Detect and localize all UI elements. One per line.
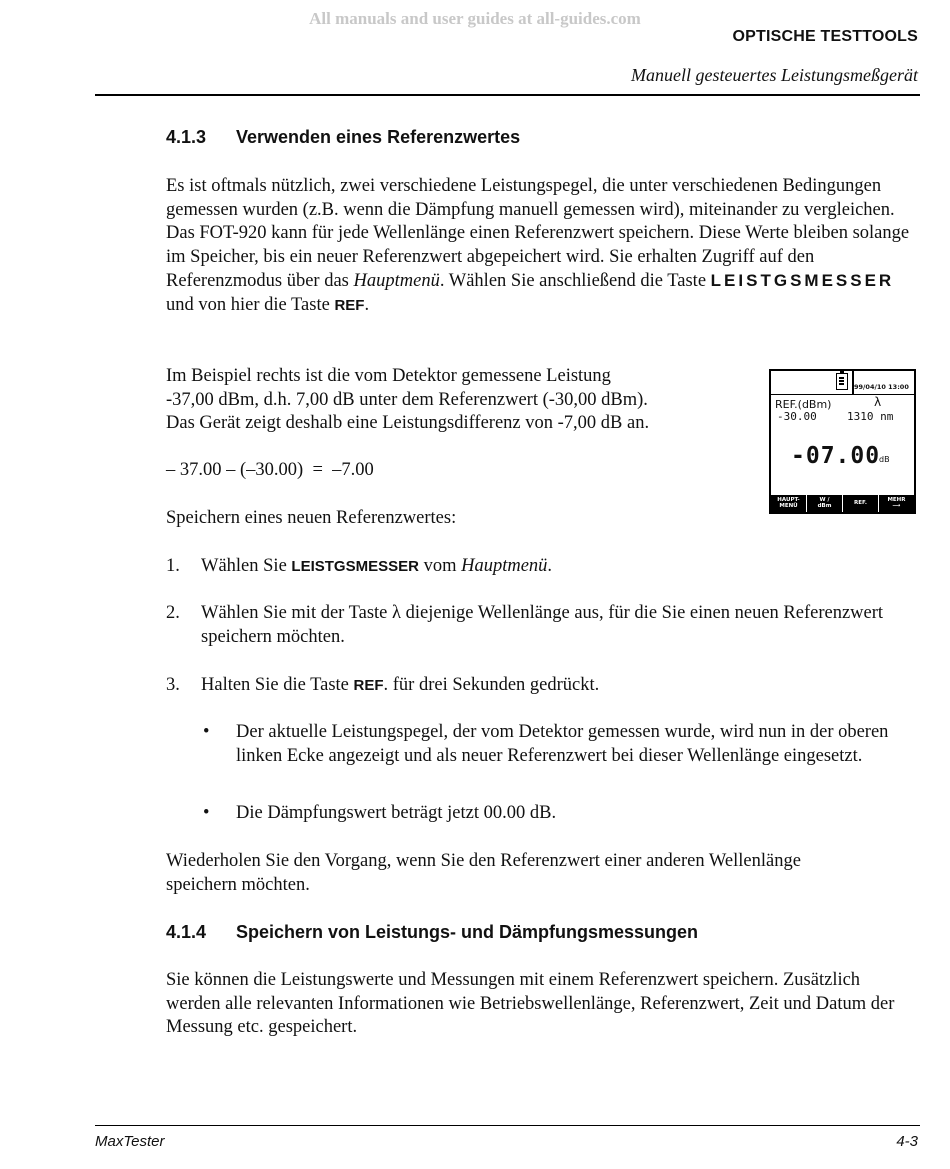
- example-line: Im Beispiel rechts ist die vom Detektor gemessene Leistung: [166, 366, 611, 386]
- section-heading-4-1-4: [166, 922, 698, 943]
- key-name: REF: [334, 296, 365, 314]
- device-date: 99/04/10 13:00: [854, 383, 909, 391]
- footer-rule: [95, 1125, 920, 1126]
- example-line: Das Gerät zeigt deshalb eine Leistungsdifferenz von -7,00 dB an.: [166, 413, 650, 433]
- ref-value: -30.00: [777, 410, 817, 423]
- intro-paragraph: [166, 175, 916, 317]
- bullet-text: Der aktuelle Leistungspegel, der vom Detektor gemessen wurde, wird nun in der oberen linken Ecke angezeigt und als neuer Referenzwert bei dieser Wellenlänge eingesetzt.: [236, 722, 889, 766]
- footer-product: MaxTester: [95, 1133, 165, 1150]
- repeat-paragraph: Wiederholen Sie den Vorgang, wenn Sie den Referenzwert einer anderen Wellenlänge speichern möchten.: [166, 851, 801, 895]
- example-paragraph: [166, 365, 756, 436]
- key-name: LEISTGSMESSER: [710, 271, 895, 290]
- battery-icon: [836, 373, 848, 390]
- bullet-icon: •: [203, 803, 210, 823]
- text-run: Es ist oftmals nützlich, zwei verschiedene Leistungspegel, die unter verschiedenen Bedingungen gemessen wurden (z.B. wenn die Dämpfung manuell gemessen wird), miteinander zu vergleichen. Das FOT-920 kann für jede Wellenlänge einen Referenzwert speichern. Diese Werte bleiben solange im Speicher, bis ein neuer Referenzwert abgepeichert wird. Sie erhalten Zugriff auf den Referenzmodus über das: [166, 176, 910, 291]
- section-number: 4.1.3: [166, 127, 207, 147]
- text-run: . für drei Sekunden gedrückt.: [383, 675, 600, 695]
- storage-paragraph: Sie können die Leistungswerte und Messungen mit einem Referenzwert speichern. Zusätzlich werden alle relevanten Informationen wie Betriebswellenlänge, Referenzwert, Zeit und Datum der Messung etc. gespeichert.: [166, 970, 895, 1037]
- softkey-hauptmenu[interactable]: [771, 495, 807, 512]
- softkey-label: MEHR: [887, 497, 906, 503]
- text-run: und von hier die Taste: [166, 294, 335, 315]
- arrow-right-icon: ⟶: [892, 503, 901, 509]
- text-run: .: [364, 294, 370, 315]
- text-run: .: [547, 556, 553, 576]
- text-run: Wählen Sie: [201, 556, 292, 576]
- softkey-w-dbm[interactable]: [807, 495, 843, 512]
- list-text: [201, 555, 921, 579]
- key-name: LEISTGSMESSER: [291, 558, 419, 575]
- softkey-label: W /: [819, 497, 830, 503]
- ref-label: REF.(dBm): [775, 398, 832, 411]
- reading: -07.00: [791, 443, 881, 469]
- example-line: -37,00 dBm, d.h. 7,00 dB unter dem Referenzwert (-30,00 dBm).: [166, 389, 648, 410]
- list-number: 3.: [166, 675, 180, 695]
- text-run: . Wählen Sie anschließend die Taste: [439, 271, 711, 291]
- section-title: Speichern von Leistungs- und Dämpfungsmessungen: [236, 922, 699, 942]
- wavelength: 1310 nm: [847, 410, 894, 423]
- softkey-mehr[interactable]: [879, 495, 914, 512]
- page-number: 4-3: [896, 1133, 918, 1150]
- softkey-ref[interactable]: [843, 495, 879, 512]
- softkey-label: HAUPT-: [777, 497, 800, 503]
- softkey-label: MENÜ: [779, 503, 798, 509]
- reading-unit: dB: [879, 455, 890, 464]
- lambda-icon: λ: [874, 395, 882, 409]
- section-number: 4.1.4: [166, 922, 207, 942]
- list-number: 1.: [166, 556, 180, 576]
- softkey-label: dBm: [817, 503, 832, 509]
- device-display: [769, 369, 916, 514]
- chapter-header: OPTISCHE TESTTOOLS: [732, 28, 918, 45]
- key-name: REF: [353, 677, 384, 694]
- device-status-bar: [771, 371, 914, 395]
- section-title: Verwenden eines Referenzwertes: [236, 127, 521, 147]
- text-run: Halten Sie die Taste: [201, 675, 354, 695]
- softkey-bar: [771, 495, 914, 512]
- bullet-icon: •: [203, 722, 210, 742]
- list-text: Wählen Sie mit der Taste λ diejenige Wellenlänge aus, für die Sie einen neuen Referenzwert speichern möchten.: [201, 603, 884, 647]
- text-run: vom: [418, 556, 462, 576]
- header-rule: [95, 94, 920, 96]
- section-heading-4-1-3: [166, 127, 520, 148]
- list-number: 2.: [166, 603, 180, 623]
- softkey-label: REF.: [853, 500, 868, 506]
- bullet-text: Die Dämpfungswert beträgt jetzt 00.00 dB.: [236, 803, 557, 823]
- list-text: [201, 674, 921, 698]
- chapter-subtitle: Manuell gesteuertes Leistungsmeßgerät: [631, 65, 918, 85]
- equation: – 37.00 – (–30.00) = –7.00: [166, 460, 374, 480]
- menu-name: Hauptmenü: [353, 271, 440, 291]
- store-intro: Speichern eines neuen Referenzwertes:: [166, 508, 457, 528]
- watermark: All manuals and user guides at all-guides.com: [309, 9, 641, 28]
- menu-name: Hauptmenü: [461, 556, 548, 576]
